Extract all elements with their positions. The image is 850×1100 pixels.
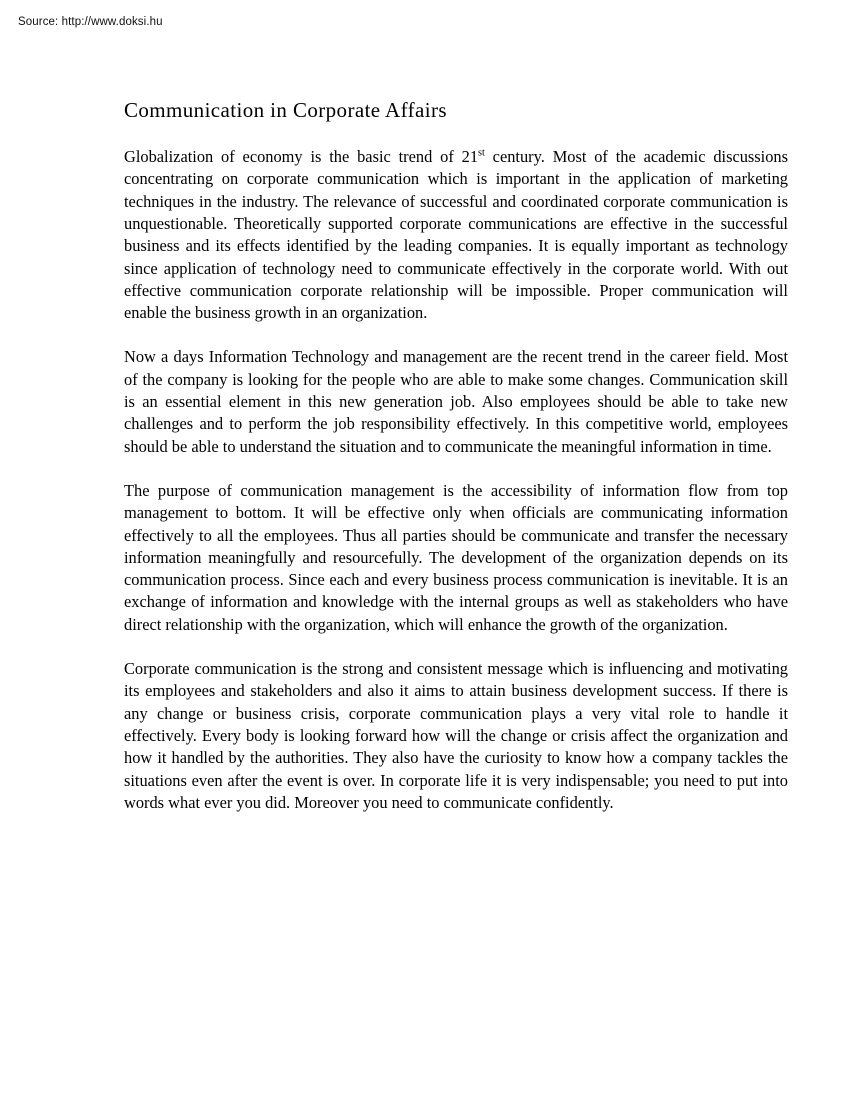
- page-title: Communication in Corporate Affairs: [124, 98, 447, 122]
- superscript-ordinal: st: [478, 147, 485, 159]
- paragraph-communication-management: The purpose of communication management is the accessibility of information flow from top management to bottom. It will be effective only when officials are communicating information effectively to all the employees. Thus all parties should be communicate and transfer the necessary information meaningfully and resourcefully. The development of the organization depends on its communication process. Since each and every business process communication is inevitable. It is an exchange of information and knowledge with the internal groups as well as stakeholders who have direct relationship with the organization, which will enhance the growth of the organization.: [124, 480, 788, 634]
- source-attribution: Source: http://www.doksi.hu: [18, 16, 163, 28]
- paragraph-corporate-communication: Corporate communication is the strong and consistent message which is influencing and motivating its employees and stakeholders and also it aims to attain business development success. If there is any change or business crisis, corporate communication plays a very vital role to handle it effectively. Every body is looking forward how will the change or crisis affect the organization and how it handled by the authorities. They also have the curiosity to know how a company tackles the situations even after the event is over. In corporate life it is very indispensable; you need to put into words what ever you did. Moreover you need to communicate confidently.: [124, 659, 788, 812]
- paragraph-globalization: [124, 146, 788, 324]
- paragraph-text: Globalization of economy is the basic trend of 21: [124, 147, 479, 167]
- document-body: [124, 99, 788, 836]
- paragraph-information-technology: Now a days Information Technology and management are the recent trend in the career field. Most of the company is looking for the people who are able to make some changes. Communication skill is an essential element in this new generation job. Also employees should be able to take new challenges and to perform the job responsibility effectively. In this competitive world, employees should be able to understand the situation and to communicate the meaningful information in time.: [124, 347, 788, 456]
- paragraph-text: century. Most of the academic discussions concentrating on corporate communication which is important in the application of marketing techniques in the industry. The relevance of successful and coordinated corporate communication is unquestionable. Theoretically supported corporate communications are effective in the successful business and its effects identified by the leading companies. It is equally important as technology since application of technology need to communicate effectively in the corporate world. With out effective communication corporate relationship will be impossible. Proper communication will enable the business growth in an organization.: [124, 147, 788, 323]
